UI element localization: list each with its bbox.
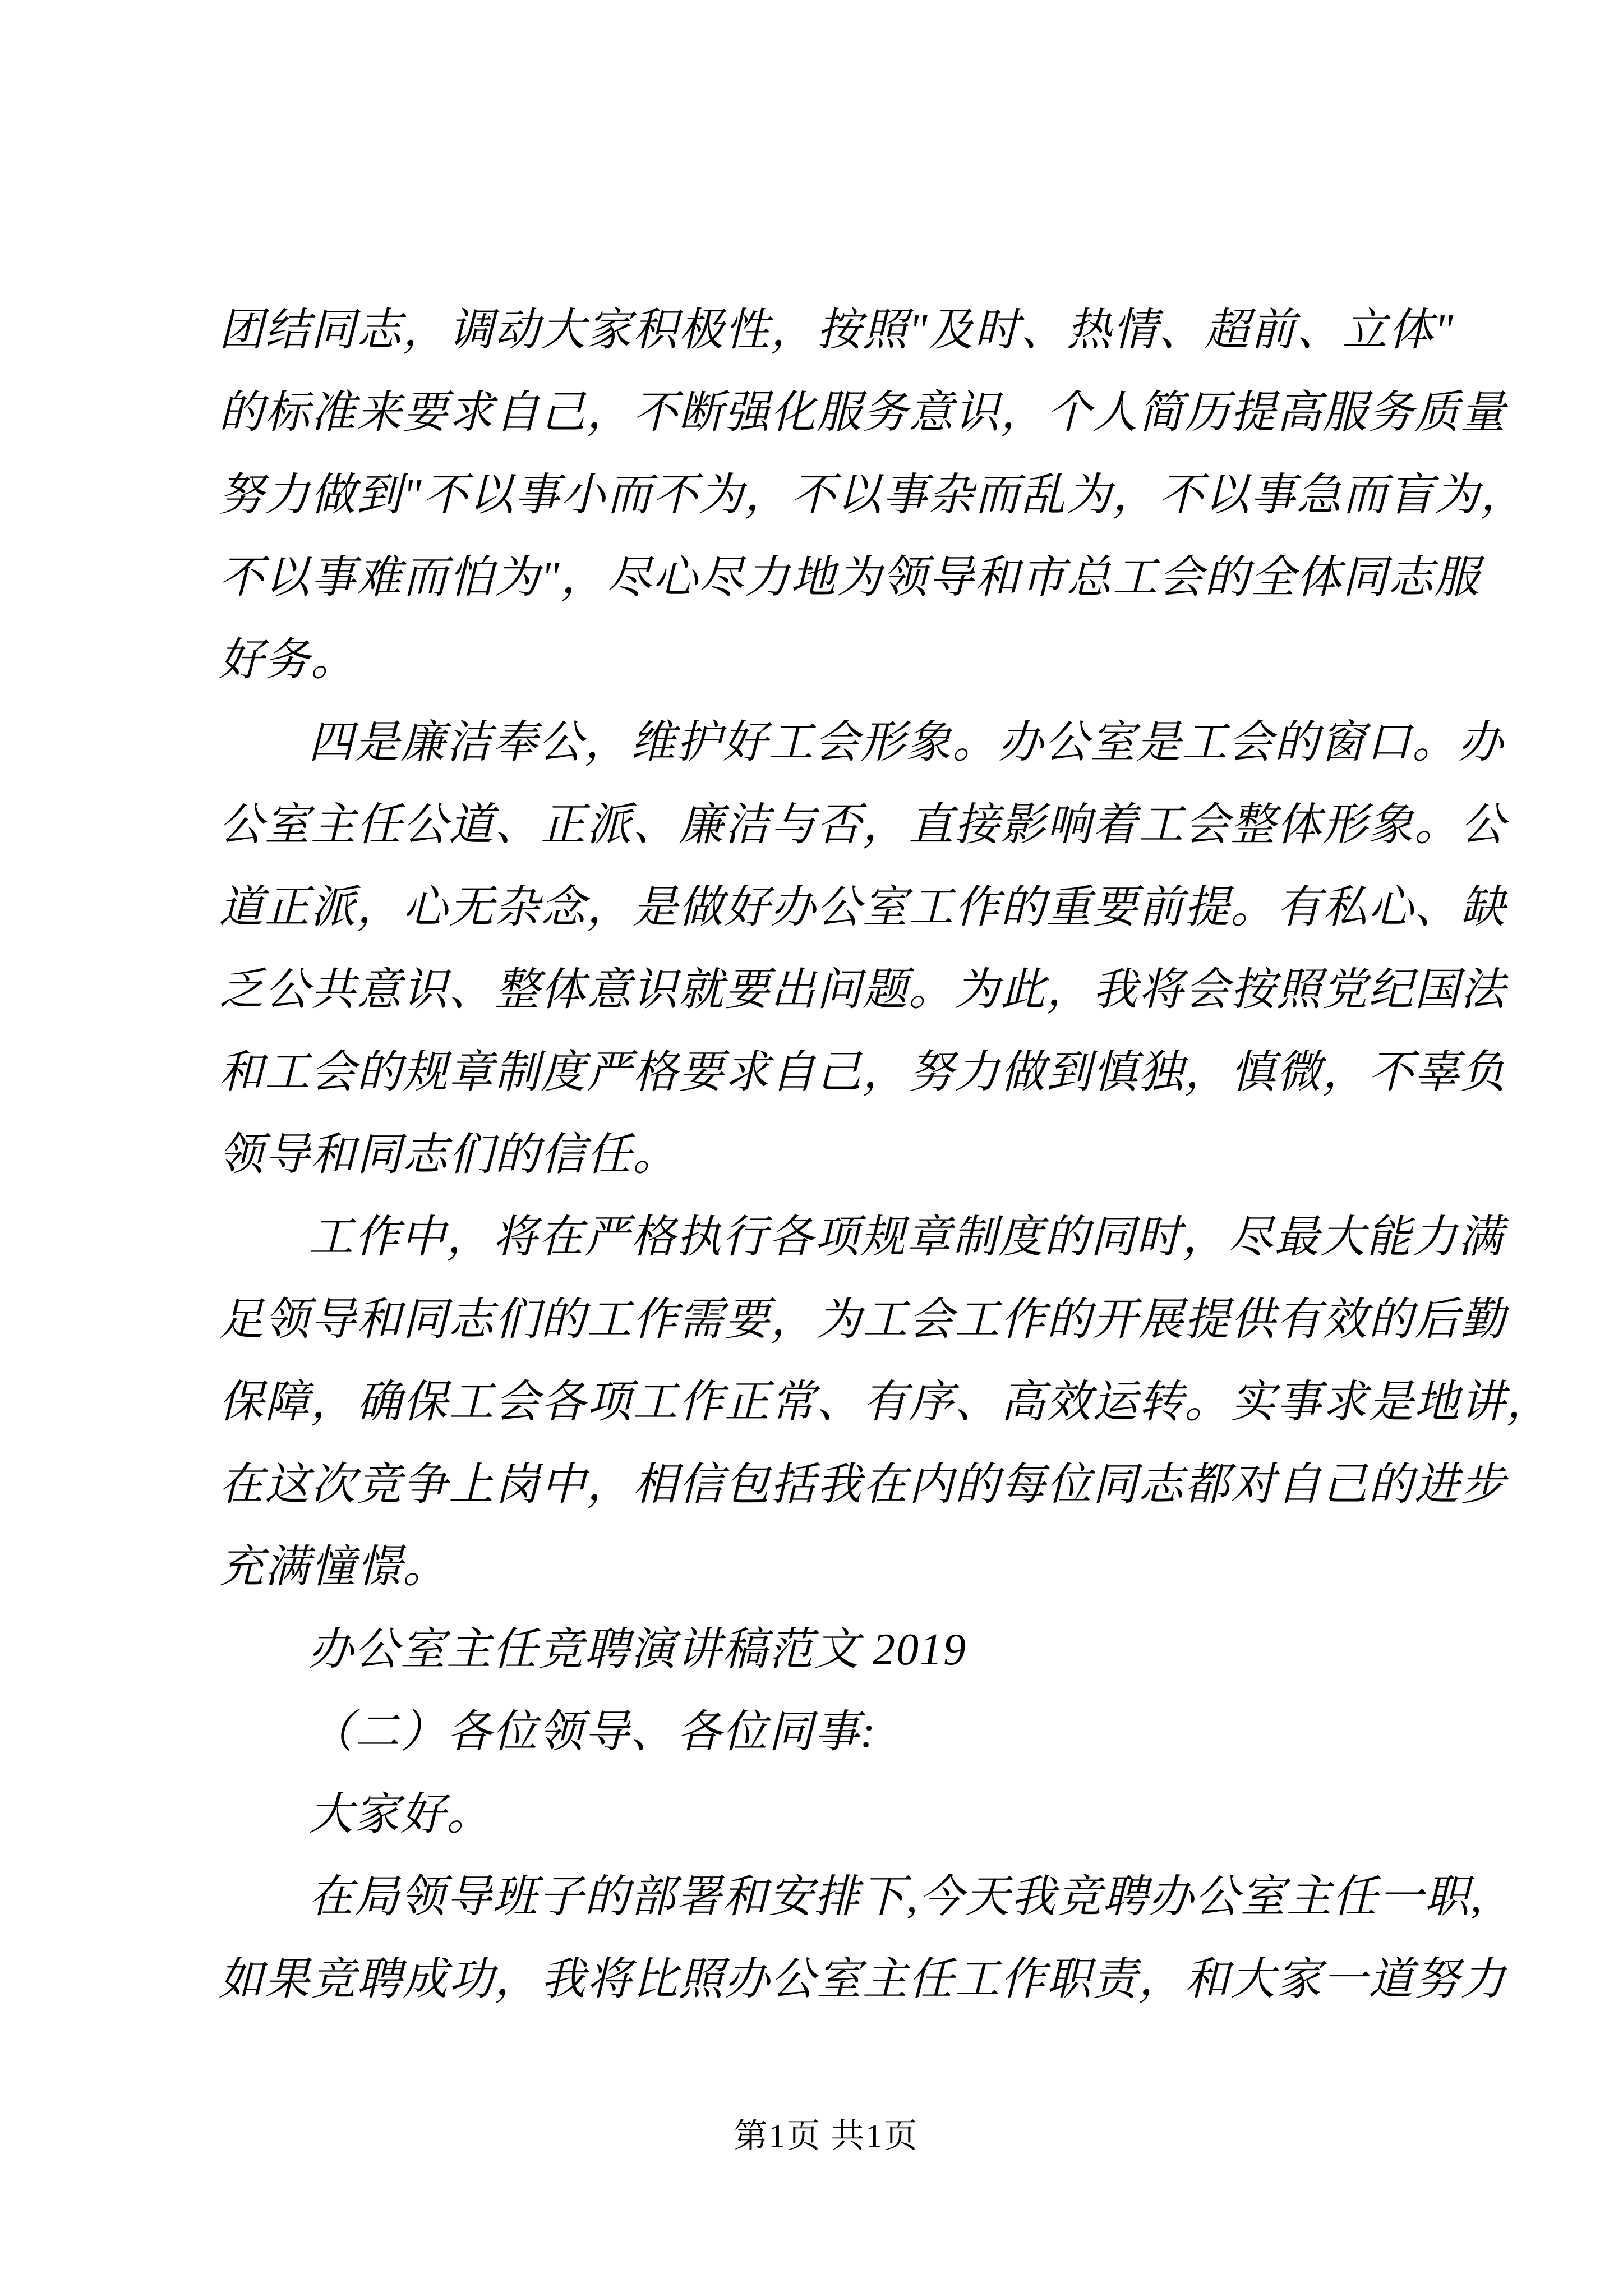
text-line: 在局领导班子的部署和安排下,今天我竞聘办公室主任一职, (308, 1872, 1483, 1922)
text-line: 办公室主任竞聘演讲稿范文 2019 (308, 1625, 967, 1674)
text-line: 领导和同志们的信任。 (219, 1130, 679, 1180)
text-line: 充满憧憬。 (219, 1543, 449, 1592)
text-line: 足领导和同志们的工作需要，为工会工作的开展提供有效的后勤 (219, 1295, 1506, 1345)
text-line: 大家好。 (308, 1790, 492, 1839)
text-line: （二）各位领导、各位同事: (308, 1708, 877, 1757)
text-line: 和工会的规章制度严格要求自己，努力做到慎独，慎微，不辜负 (219, 1048, 1506, 1097)
text-line: 如果竞聘成功，我将比照办公室主任工作职责，和大家一道努力 (219, 1955, 1506, 2004)
text-line: 乏公共意识、整体意识就要出问题。为此，我将会按照党纪国法 (219, 965, 1506, 1015)
text-line: 努力做到"不以事小而不为，不以事杂而乱为，不以事急而盲为， (219, 471, 1527, 520)
text-line: 公室主任公道、正派、廉洁与否，直接影响着工会整体形象。公 (219, 800, 1506, 850)
text-line: 保障，确保工会各项工作正常、有序、高效运转。实事求是地讲， (219, 1378, 1552, 1427)
text-line: 团结同志，调动大家积极性，按照"及时、热情、超前、立体" (219, 306, 1455, 355)
text-line: 四是廉洁奉公，维护好工会形象。办公室是工会的窗口。办 (308, 718, 1504, 767)
text-line: 工作中，将在严格执行各项规章制度的同时，尽最大能力满 (308, 1213, 1504, 1262)
text-line: 道正派，心无杂念，是做好办公室工作的重要前提。有私心、缺 (219, 883, 1506, 932)
text-line: 不以事难而怕为"，尽心尽力地为领导和市总工会的全体同志服 (219, 553, 1481, 602)
text-line: 的标准来要求自己，不断强化服务意识，个人简历提高服务质量 (219, 388, 1506, 438)
page-number-text: 第1页 共1页 (734, 2118, 919, 2155)
document-body (219, 289, 1552, 2021)
text-line: 好务。 (219, 636, 357, 685)
text-line: 在这次竞争上岗中，相信包括我在内的每位同志都对自己的进步 (219, 1460, 1506, 1510)
page-footer (219, 2109, 1433, 2163)
